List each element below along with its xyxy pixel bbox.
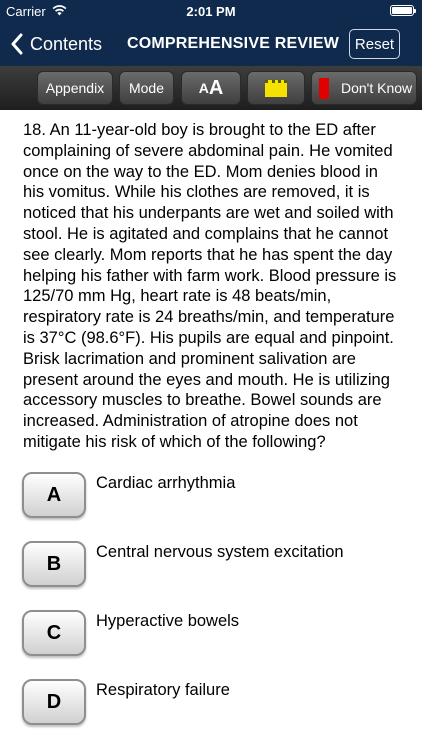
back-button[interactable]	[10, 22, 102, 66]
toolbar	[0, 66, 422, 110]
question-text: 18. An 11-year-old boy is brought to the ED after complaining of severe abdominal pain. He vomited once on the way to the ED. Mom denies blood in his vomitus. While his clothes are removed, it is noticed that his underpants are wet and soiled with stool. He is agitated and complains that he cannot see clearly. Mom reports that he has spent the day helping his father with farm work. Blood pressure is 125/70 mm Hg, heart rate is 48 beats/min, respiratory rate is 24 breaths/min, and temperature is 37°C (98.6°F). His pupils are equal and pinpoint. Brisk lacrimation and prominent salivation are present around the eyes and mouth. He is utilizing accessory muscles to breathe. Bowel sounds are increased. Administration of atropine does not mitigate his risk of which of the following?	[23, 121, 397, 451]
notepad-icon	[265, 80, 287, 97]
answer-a-text: Cardiac arrhythmia	[96, 474, 236, 492]
back-label: Contents	[30, 33, 103, 54]
battery-icon	[390, 5, 414, 16]
chevron-left-icon	[10, 33, 24, 55]
page-title: COMPREHENSIVE REVIEW	[127, 35, 340, 52]
answer-a-button[interactable]: A	[22, 472, 86, 518]
answer-c-text: Hyperactive bowels	[96, 612, 240, 630]
notepad-button[interactable]	[247, 71, 305, 105]
font-size-button[interactable]	[181, 71, 241, 105]
mode-button[interactable]: Mode	[119, 71, 174, 105]
answer-option-d[interactable]	[0, 679, 422, 729]
dont-know-button[interactable]	[311, 71, 417, 105]
answer-d-text: Respiratory failure	[96, 681, 230, 699]
appendix-button[interactable]: Appendix	[37, 71, 113, 105]
answer-b-button[interactable]: B	[22, 541, 86, 587]
dont-know-label: Don't Know	[341, 80, 413, 96]
answer-option-a[interactable]	[0, 472, 422, 522]
answer-b-text: Central nervous system excitation	[96, 543, 344, 561]
reset-button[interactable]: Reset	[349, 29, 400, 59]
answer-option-b[interactable]	[0, 541, 422, 591]
carrier-label: Carrier	[6, 4, 46, 19]
font-small-glyph: A	[198, 80, 209, 96]
font-big-glyph: A	[208, 76, 224, 99]
status-time: 2:01 PM	[186, 4, 236, 19]
status-bar	[0, 0, 422, 22]
flag-icon	[319, 78, 329, 99]
answer-option-c[interactable]	[0, 610, 422, 660]
answer-c-button[interactable]: C	[22, 610, 86, 656]
answer-d-button[interactable]: D	[22, 679, 86, 725]
navigation-bar	[0, 22, 422, 66]
